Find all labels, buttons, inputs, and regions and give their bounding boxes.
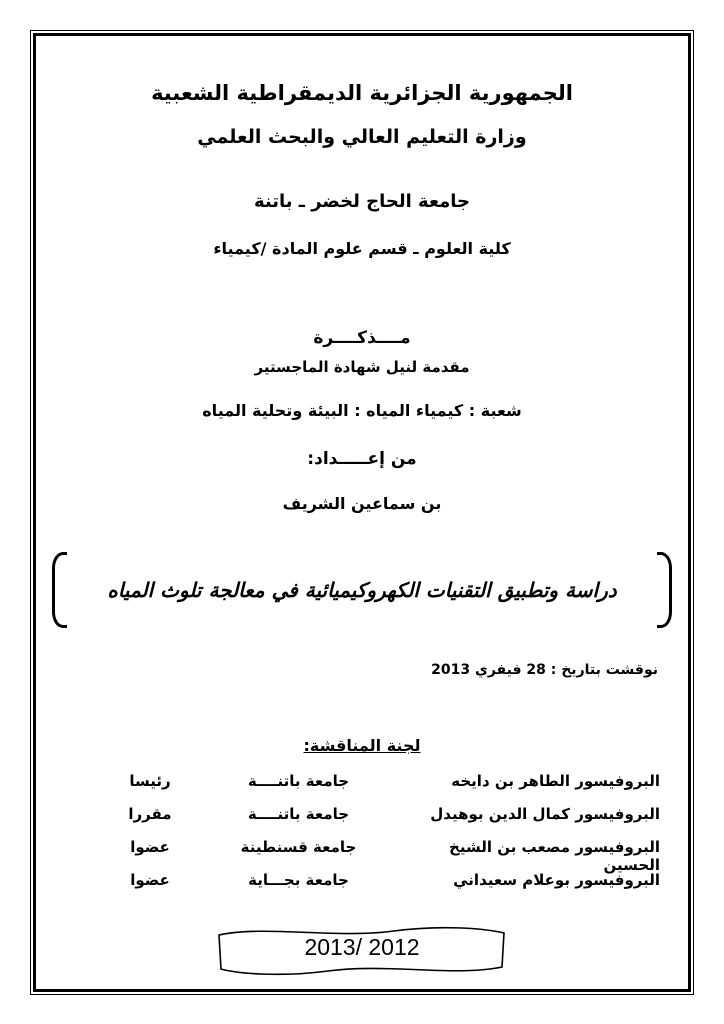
left-bracket-shape — [52, 552, 67, 628]
member-university: جامعة بجـــاية — [248, 871, 349, 889]
prepared-by-label: من إعـــــداد: — [307, 449, 417, 469]
table-row — [36, 838, 688, 874]
defense-date-line: نوقشت بتاريخ : 28 فيفري 2013 — [431, 662, 658, 678]
member-role: عضوا — [130, 871, 170, 889]
committee-table — [36, 772, 688, 904]
page-border-outer — [30, 30, 694, 995]
memoir-word: مــــذكــــرة — [313, 328, 411, 348]
specialty-branch-line: شعبة : كيمياء المياه : البيئة وتحلية المياه — [202, 401, 522, 420]
member-university: جامعة قسنطينة — [240, 838, 357, 856]
academic-year-text: 2013/ 2012 — [304, 934, 420, 960]
member-name: البروفيسور بوعلام سعيداني — [453, 871, 660, 889]
author-name: بن سماعين الشريف — [282, 494, 442, 513]
faculty-department-line: كلية العلوم ـ قسم علوم المادة /كيمياء — [213, 239, 511, 258]
thesis-title: دراسة وتطبيق التقنيات الكهروكيميائية في معالجة تلوث المياه — [107, 578, 617, 602]
academic-year-ribbon — [211, 920, 513, 982]
member-role: عضوا — [130, 838, 170, 856]
memoir-subtitle: مقدمة لنيل شهادة الماجستير — [254, 358, 470, 376]
member-name: البروفيسور كمال الدين بوهيدل — [430, 805, 660, 823]
member-university: جامعة باتنــــة — [247, 805, 350, 823]
member-name: البروفيسور الطاهر بن دايخه — [451, 772, 660, 790]
table-row — [36, 805, 688, 838]
page-border-inner — [33, 33, 691, 992]
table-row — [36, 772, 688, 805]
thesis-title-banner — [52, 552, 672, 628]
republic-title: الجمهورية الجزائرية الديمقراطية الشعبية — [151, 81, 573, 105]
member-role: مقررا — [128, 805, 172, 823]
member-name: البروفيسور مصعب بن الشيخ الحسين — [449, 838, 660, 874]
university-name: جامعة الحاج لخضر ـ باتنة — [253, 191, 470, 212]
committee-heading: لجنة المناقشة: — [303, 736, 421, 755]
member-role: رئيسا — [129, 772, 171, 790]
ministry-title: وزارة التعليم العالي والبحث العلمي — [197, 126, 527, 148]
member-university: جامعة باتنــــة — [247, 772, 350, 790]
right-bracket-shape — [657, 552, 672, 628]
table-row — [36, 871, 688, 904]
